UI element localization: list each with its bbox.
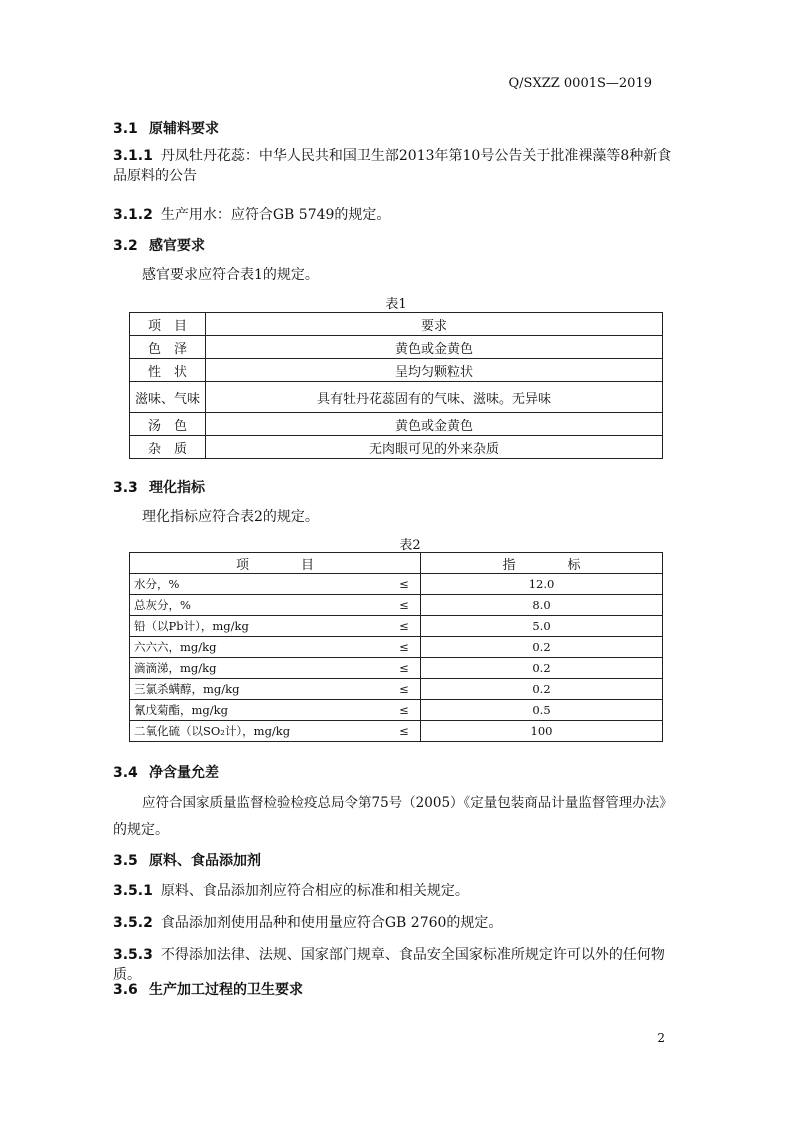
table-row bbox=[130, 595, 663, 616]
table-cell: 铅（以Pb计），mg/kg bbox=[130, 616, 389, 637]
table-cell: 0.5 bbox=[421, 700, 663, 721]
table-cell: 性 状 bbox=[130, 359, 206, 382]
page-number: 2 bbox=[657, 1031, 665, 1045]
clause-number: 3.1.2 bbox=[113, 207, 153, 223]
clause-3-1-2 bbox=[113, 205, 683, 225]
clause-number: 3.5.2 bbox=[113, 915, 153, 931]
section-3-2-heading bbox=[113, 235, 205, 255]
table-row bbox=[130, 413, 663, 436]
clause-3-5-2 bbox=[113, 913, 683, 933]
table-1-caption: 表1 bbox=[385, 297, 407, 312]
table-cell: 具有牡丹花蕊固有的气味、滋味。无异味 bbox=[206, 382, 663, 413]
section-3-3-heading bbox=[113, 477, 205, 497]
section-3-4-text-line-1: 应符合国家质量监督检验检疫总局令第75号（2005）《定量包装商品计量监督管理办法》 bbox=[142, 795, 673, 811]
table-row bbox=[130, 553, 663, 574]
table-2-physicochemical bbox=[129, 552, 663, 742]
section-number: 3.5 bbox=[113, 853, 138, 869]
section-3-4-text-line-2: 的规定。 bbox=[113, 822, 169, 838]
section-title: 感官要求 bbox=[149, 238, 205, 254]
table-cell: 呈均匀颗粒状 bbox=[206, 359, 663, 382]
section-3-6-heading bbox=[113, 979, 303, 999]
table-cell: ≤ bbox=[388, 616, 421, 637]
section-title: 原料、食品添加剂 bbox=[149, 853, 261, 869]
table-cell: ≤ bbox=[388, 637, 421, 658]
table-cell: 5.0 bbox=[421, 616, 663, 637]
table-row bbox=[130, 436, 663, 459]
clause-number: 3.5.3 bbox=[113, 947, 153, 963]
section-number: 3.6 bbox=[113, 982, 138, 998]
clause-text: 不得添加法律、法规、国家部门规章、食品安全国家标准所规定许可以外的任何物质。 bbox=[113, 947, 665, 983]
section-3-2-intro: 感官要求应符合表1的规定。 bbox=[142, 267, 319, 283]
table-cell: 100 bbox=[421, 721, 663, 742]
clause-3-1-1 bbox=[113, 146, 683, 186]
table-cell: ≤ bbox=[388, 658, 421, 679]
section-title: 理化指标 bbox=[149, 480, 205, 496]
section-title: 生产加工过程的卫生要求 bbox=[149, 982, 303, 998]
table-cell: 水分，% bbox=[130, 574, 389, 595]
table-row bbox=[130, 700, 663, 721]
table-cell: 杂 质 bbox=[130, 436, 206, 459]
table-cell: ≤ bbox=[388, 721, 421, 742]
table-cell: 汤 色 bbox=[130, 413, 206, 436]
table-cell: 黄色或金黄色 bbox=[206, 413, 663, 436]
section-3-5-heading bbox=[113, 850, 261, 870]
table-row bbox=[130, 313, 663, 336]
table-header-cell: 项 目 bbox=[130, 553, 421, 574]
table-1-sensory bbox=[129, 312, 663, 459]
table-header-cell: 指 标 bbox=[421, 553, 663, 574]
table-cell: ≤ bbox=[388, 679, 421, 700]
table-2-caption: 表2 bbox=[399, 538, 421, 553]
table-cell: 无肉眼可见的外来杂质 bbox=[206, 436, 663, 459]
table-cell: 滴滴涕，mg/kg bbox=[130, 658, 389, 679]
section-number: 3.1 bbox=[113, 121, 138, 137]
clause-text: 食品添加剂使用品种和使用量应符合GB 2760的规定。 bbox=[160, 915, 503, 931]
table-cell: 0.2 bbox=[421, 658, 663, 679]
table-cell: 12.0 bbox=[421, 574, 663, 595]
table-header-cell: 要求 bbox=[206, 313, 663, 336]
table-row bbox=[130, 637, 663, 658]
section-number: 3.3 bbox=[113, 480, 138, 496]
table-row bbox=[130, 658, 663, 679]
table-cell: 0.2 bbox=[421, 679, 663, 700]
table-cell: 黄色或金黄色 bbox=[206, 336, 663, 359]
table-row bbox=[130, 359, 663, 382]
table-cell: 总灰分，% bbox=[130, 595, 389, 616]
table-cell: 滋味、气味 bbox=[130, 382, 206, 413]
clause-text: 原料、食品添加剂应符合相应的标准和相关规定。 bbox=[160, 883, 469, 899]
clause-text: 生产用水：应符合GB 5749的规定。 bbox=[160, 207, 391, 223]
table-cell: 0.2 bbox=[421, 637, 663, 658]
table-cell: 氰戊菊酯，mg/kg bbox=[130, 700, 389, 721]
section-3-1-heading bbox=[113, 118, 219, 138]
section-number: 3.2 bbox=[113, 238, 138, 254]
section-title: 原辅料要求 bbox=[149, 121, 219, 137]
table-cell: ≤ bbox=[388, 700, 421, 721]
section-title: 净含量允差 bbox=[149, 765, 219, 781]
table-cell: 8.0 bbox=[421, 595, 663, 616]
table-cell: 二氧化硫（以SO₂计），mg/kg bbox=[130, 721, 389, 742]
table-row bbox=[130, 679, 663, 700]
document-code: Q/SXZZ 0001S—2019 bbox=[508, 76, 652, 91]
section-3-4-heading bbox=[113, 762, 219, 782]
table-header-cell: 项 目 bbox=[130, 313, 206, 336]
clause-number: 3.5.1 bbox=[113, 883, 153, 899]
table-cell: 色 泽 bbox=[130, 336, 206, 359]
section-3-3-intro: 理化指标应符合表2的规定。 bbox=[142, 509, 319, 525]
table-row bbox=[130, 382, 663, 413]
clause-text: 丹凤牡丹花蕊：中华人民共和国卫生部2013年第10号公告关于批准裸藻等8种新食品原料的公告 bbox=[113, 148, 672, 184]
table-cell: 六六六，mg/kg bbox=[130, 637, 389, 658]
table-row bbox=[130, 336, 663, 359]
clause-number: 3.1.1 bbox=[113, 148, 153, 164]
table-cell: ≤ bbox=[388, 595, 421, 616]
table-row bbox=[130, 574, 663, 595]
table-cell: 三氯杀螨醇，mg/kg bbox=[130, 679, 389, 700]
table-row bbox=[130, 721, 663, 742]
clause-3-5-1 bbox=[113, 881, 683, 901]
table-cell: ≤ bbox=[388, 574, 421, 595]
section-number: 3.4 bbox=[113, 765, 138, 781]
table-row bbox=[130, 616, 663, 637]
